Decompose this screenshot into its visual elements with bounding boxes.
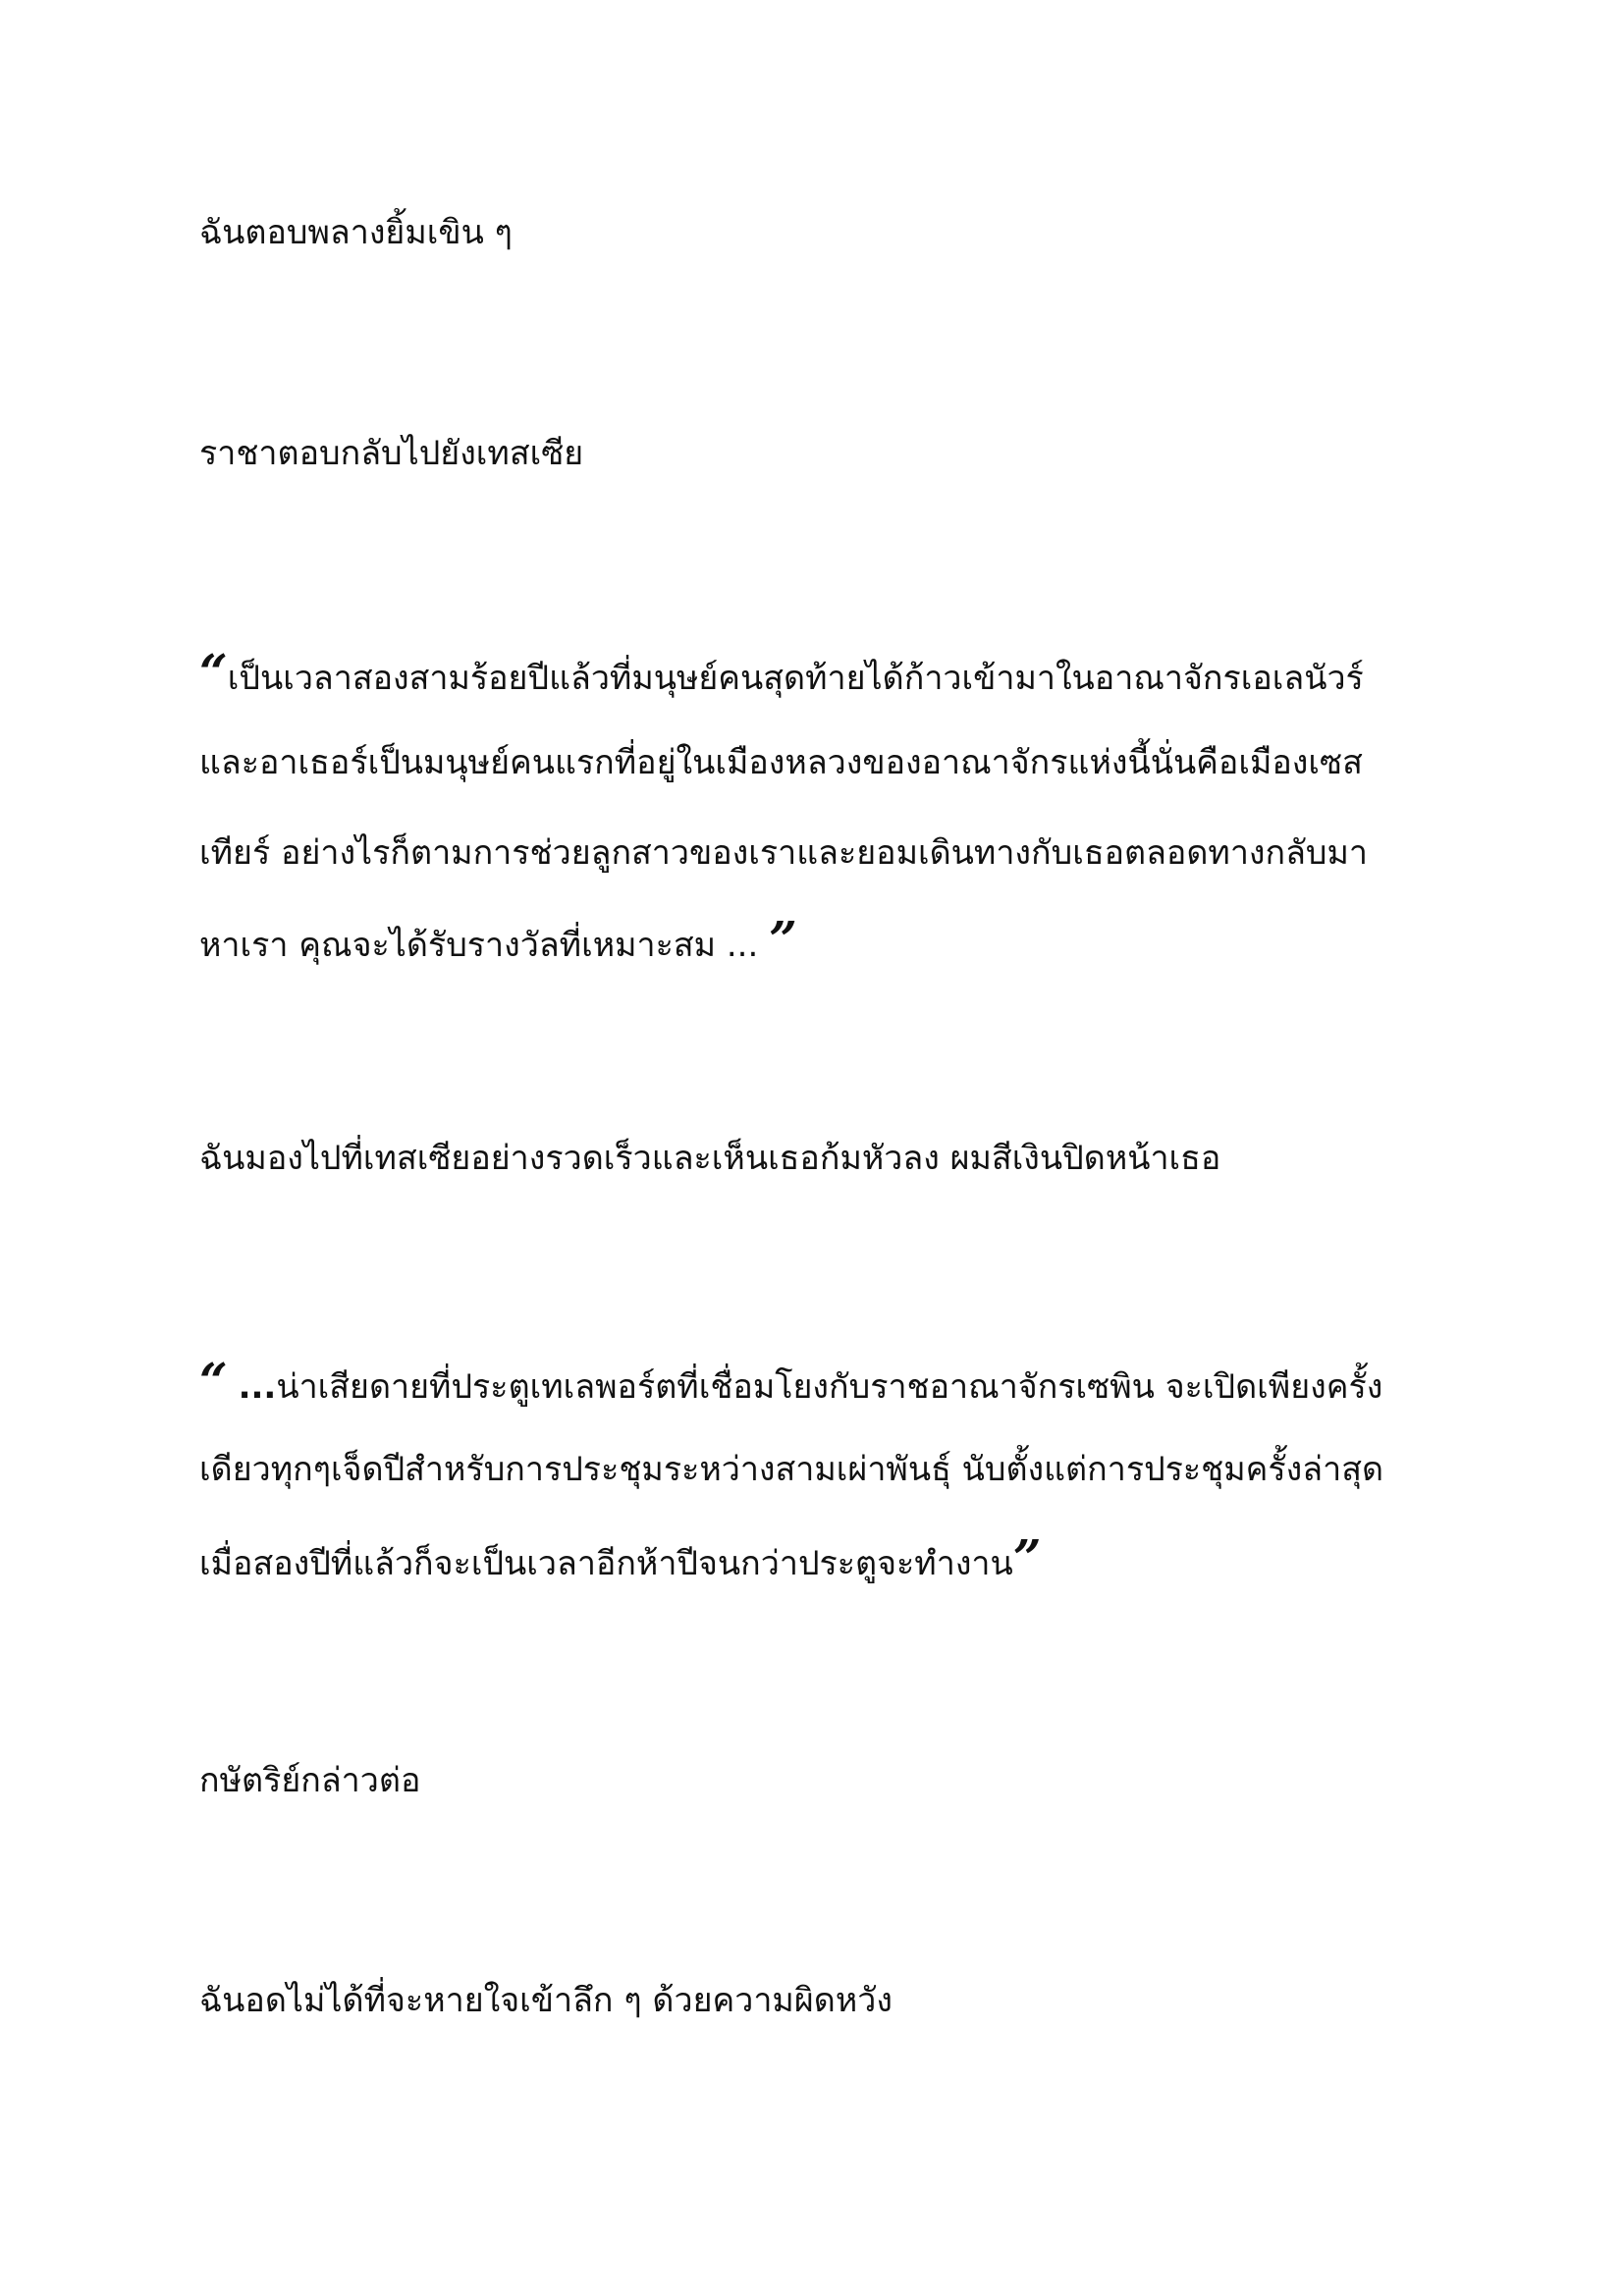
close-quote-mark: ”: [769, 910, 797, 968]
paragraph-4-line-1: ฉันมองไปที่เทสเซียอย่างรวดเร็วและเห็นเธอก้มหัวลง ผมสีเงินปิดหน้าเธอ: [199, 1139, 1221, 1178]
open-quote-mark: “: [199, 643, 228, 701]
paragraph-3-line-1: [199, 643, 1364, 701]
paragraph-3-line-2: และอาเธอร์เป็นมนุษย์คนแรกที่อยู่ในเมืองหลวงของอาณาจักรแห่งนี้นั่นคือเมืองเซส: [199, 743, 1363, 782]
paragraph-6-line-1: กษัตริย์กล่าวต่อ: [199, 1761, 421, 1800]
paragraph-3-line-4: [199, 910, 797, 968]
lead-ellipsis: ...: [238, 1367, 277, 1407]
paragraph-7-line-1: ฉันอดไม่ได้ที่จะหายใจเข้าลึก ๆ ด้วยความผิดหวัง: [199, 1981, 893, 2020]
paragraph-5-line-2: เดียวทุกๆเจ็ดปีสำหรับการประชุมระหว่างสามเผ่าพันธุ์ นับตั้งแต่การประชุมครั้งล่าสุด: [199, 1450, 1384, 1489]
paragraph-3-line-3: เทียร์ อย่างไรก็ตามการช่วยลูกสาวของเราและยอมเดินทางกับเธอตลอดทางกลับมา: [199, 833, 1369, 873]
paragraph-2-line-1: ราชาตอบกลับไปยังเทสเซีย: [199, 434, 584, 473]
open-quote-mark: “: [199, 1352, 228, 1410]
paragraph-5-text-1: น่าเสียดายที่ประตูเทเลพอร์ตที่เชื่อมโยงกับราชอาณาจักรเซพิน จะเปิดเพียงครั้ง: [276, 1367, 1383, 1407]
close-quote-mark: ”: [1012, 1528, 1042, 1586]
paragraph-3-text-1: เป็นเวลาสองสามร้อยปีแล้วที่มนุษย์คนสุดท้ายได้ก้าวเข้ามาในอาณาจักรเอเลนัวร์: [227, 659, 1364, 698]
paragraph-5-text-3: เมื่อสองปีที่แล้วก็จะเป็นเวลาอีกห้าปีจนกว่าประตูจะทำงาน: [199, 1544, 1013, 1583]
paragraph-5-line-1: [199, 1352, 1383, 1410]
paragraph-1-line-1: ฉันตอบพลางยิ้มเขิน ๆ: [199, 213, 513, 252]
paragraph-3-text-4: หาเรา คุณจะได้รับรางวัลที่เหมาะสม ...: [199, 926, 759, 965]
paragraph-5-line-3: [199, 1528, 1042, 1586]
